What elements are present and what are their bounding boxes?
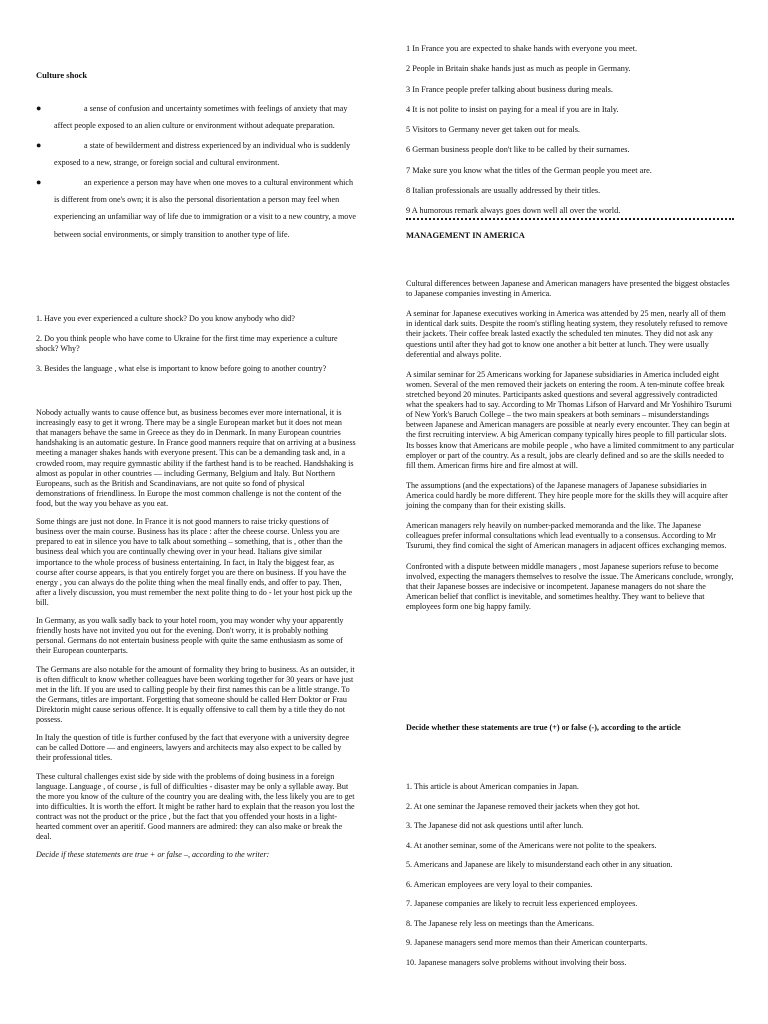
definition-item [36, 174, 356, 244]
paragraph: Nobody actually wants to cause offence but, as business becomes ever more international, it is increasingly easy to get it wrong. There may be a single European market but it does not mean that managers behave the same in Greece as they do in Denmark. In many European countries handshaking is an automatic gesture. In France good manners require that on arriving at a business meeting a manager shakes hands with everyone present. This can be a demanding task and, in a crowded room, may require gymnastic ability if the farthest hand is to be reached. Handshaking is almost as popular in other countries — including Germany, Belgium and Italy. But Northern Europeans, such as the British and Scandinavians, are not quite so fond of physical demonstrations of friendliness. In Europe the most common challenge is not the content of the food, but the way you behave as you eat. [36, 408, 356, 508]
question: 1. Have you ever experienced a culture shock? Do you know anybody who did? [36, 314, 295, 323]
statement: 3. The Japanese did not ask questions until after lunch. [406, 821, 584, 831]
management-title: MANAGEMENT IN AMERICA [406, 230, 525, 240]
statement: 4 It is not polite to insist on paying for a meal if you are in Italy. [406, 104, 619, 114]
statement: 6 German business people don't like to be called by their surnames. [406, 145, 630, 155]
definition-first-line: a state of bewilderment and distress experienced by an individual [84, 140, 296, 150]
paragraph: In Italy the question of title is further confused by the fact that everyone with a university degree can be called Dottore — and engineers, lawyers and architects may also expect to be called by their professional titles. [36, 733, 350, 763]
paragraph: A seminar for Japanese executives working in America was attended by 25 men, nearly all of them in identical dark suits. Despite the room's stifling heating system, they resolutely refused to remove their jackets. Their coffee break lasted exactly the scheduled ten minutes. They did not ask any questions until after they had got to know one another a bit better at lunch. They were usually deferential and always polite. [406, 309, 728, 359]
paragraph: The Germans are also notable for the amount of formality they bring to business. As an outsider, it is often difficult to know whether colleagues have been working together for 30 years or have just met in the lift. If you are used to calling people by their first names this can be a little strange. To the Germans, titles are important. Forgetting that someone should be called Herr Doktor or Frau Direktorin might cause serious offence. It is equally offensive to call them by a title they do not possess. [36, 664, 355, 725]
paragraph: In Germany, as you walk sadly back to your hotel room, you may wonder why your apparently friendly hosts have not invited you out for the evening. Don't worry, it is probably nothing personal. Germans do not entertain business people with quite the same enthusiasm as some of their European counterparts. [36, 616, 344, 656]
paragraph: These cultural challenges exist side by side with the problems of doing business in a foreign language. Language , of course , is full of difficulties - disaster may be only a syllable away. But the more you know of the culture of the country you are dealing with, the less likely you are to get into difficulties. It is worth the effort. It might be rather hard to explain that the reason you lost the contract was not the product or the price , but the fact that you offended your hosts in a light-hearted comment over an aperitif. Good manners are admired: they can also make or break the deal. [36, 771, 355, 842]
statement: 1 In France you are expected to shake hands with everyone you meet. [406, 44, 638, 53]
statement: 8. The Japanese rely less on meetings than the Americans. [406, 918, 594, 928]
dotted-divider [406, 218, 734, 220]
definition-item [36, 137, 356, 172]
statement: 2 People in Britain shake hands just as much as people in Germany. [406, 64, 631, 74]
definition-list [36, 100, 356, 245]
paragraph: American managers rely heavily on number-packed memoranda and the like. The Japanese colleagues prefer informal consultations which lead eventually to a consensus. According to Mr Tsurumi, they find comical the sight of American managers in adjacent offices exchanging memos. [406, 521, 727, 551]
paragraph: Confronted with a dispute between middle managers , most Japanese superiors refuse to become involved, expecting the managers themselves to resolve the issue. The Americans conclude, wrongly, that their Japanese bosses are indecisive or incompetent. Japanese managers do not share the American belief that conflict is inevitable, and sometimes healthy. They want to believe that employees form one big happy family. [406, 561, 734, 611]
definition-rest: who is suddenly exposed to a new, strange, or foreign social and cultural environment. [54, 140, 351, 168]
paragraph: A similar seminar for 25 Americans working for Japanese subsidiaries in America included eight women. Several of the men removed their jackets on entering the room. A ten-minute coffee break stretched beyond 20 minutes. Participants asked questions and several aggressively contradicted what the speakers had to say. According to Mr Thomas Lifson of Harvard and Mr Yoshihiro Tsurumi of New York's Baruch College – the two main speakers at both seminars – misunderstandings between Japanese and American managers are possible at nearly every encounter. They can begin at the first recruiting interview. A big American company typically hires people to fill particular slots. Its bosses know that Americans are mobile people , who have a limited commitment to any particular employer or part of the country. As a result, jobs are clearly defined and so are the skills needed to fill them. American firms hire and fire almost at will. [406, 369, 734, 470]
definition-rest: anxiety that may affect people exposed to an alien culture or environment without adequate preparation. [54, 104, 348, 131]
bullet-icon: ● [36, 103, 42, 113]
discussion-questions [36, 314, 348, 383]
definition-rest: environment which is different from one's own; it is also the personal disorientation a person may feel when experiencing an unfamiliar way of life due to immigration or a visit to a new country, a move between social environments, or simply transition to another type of life. [54, 177, 356, 239]
exercise-instruction: Decide if these statements are true + or false –, according to the writer: [36, 850, 270, 860]
management-article [406, 279, 734, 622]
paragraph: Cultural differences between Japanese and American managers have presented the biggest obstacles to Japanese companies investing in America. [406, 279, 730, 299]
bullet-icon: ● [36, 139, 42, 150]
statement: 9 A humorous remark always goes down well all over the world. [406, 206, 621, 216]
statement: 5. Americans and Japanese are likely to misunderstand each other in any situation. [406, 860, 673, 870]
paragraph: The assumptions (and the expectations) of the Japanese managers of Japanese subsidiaries in America could hardly be more different. They hire people more for the skills they will acquire after joining the company than for their existing skills. [406, 480, 728, 511]
statement: 7. Japanese companies are likely to recruit less experienced employees. [406, 899, 638, 909]
culture-shock-title: Culture shock [36, 70, 88, 80]
question: 3. Besides the language , what else is important to know before going to another country? [36, 363, 327, 373]
definition-first-line: a sense of confusion and uncertainty sometimes with feelings of [84, 104, 292, 113]
definition-first-line: an experience a person may have when one moves to a cultural [84, 177, 289, 187]
statement: 8 Italian professionals are usually addressed by their titles. [406, 185, 601, 195]
statement: 9. Japanese managers send more memos than their American counterparts. [406, 938, 648, 948]
true-false-statements [406, 44, 734, 217]
exercise-instruction: Decide whether these statements are true (+) or false (-), according to the article [406, 723, 681, 732]
statement: 7 Make sure you know what the titles of the German people you meet are. [406, 165, 652, 175]
question: 2. Do you think people who have come to Ukraine for the first time may experience a culture shock? Why? [36, 333, 338, 354]
statement: 6. American employees are very loyal to their companies. [406, 879, 593, 889]
statement: 10. Japanese managers solve problems without involving their boss. [406, 957, 627, 967]
article-body [36, 408, 356, 868]
statement: 1. This article is about American companies in Japan. [406, 782, 579, 791]
paragraph: Some things are just not done. In France it is not good manners to raise tricky questions of business over the main course. Business has its place : after the cheese course. Unless you are prepared to eat in silence you have to talk about something – something, that is , other than the business deal which you are continually chewing over in your head. Italians give similar importance to the whole process of business entertaining. In fact, in Italy the biggest fear, as course after course appears, is that you entirely forget you are there on business. If you have the energy , you can always do the polite thing when the meal finally ends, and offer to pay. Then, after a lively discussion, you must remember the next polite thing to do - let your host pick up the bill. [36, 517, 353, 607]
statement: 3 In France people prefer talking about business during meals. [406, 84, 613, 94]
bullet-icon: ● [36, 176, 42, 187]
statement: 2. At one seminar the Japanese removed their jackets when they got hot. [406, 801, 640, 811]
statement: 5 Visitors to Germany never get taken out for meals. [406, 125, 580, 135]
definition-item [36, 100, 356, 135]
statement: 4. At another seminar, some of the Americans were not polite to the speakers. [406, 840, 657, 850]
true-false-statements [406, 782, 734, 977]
